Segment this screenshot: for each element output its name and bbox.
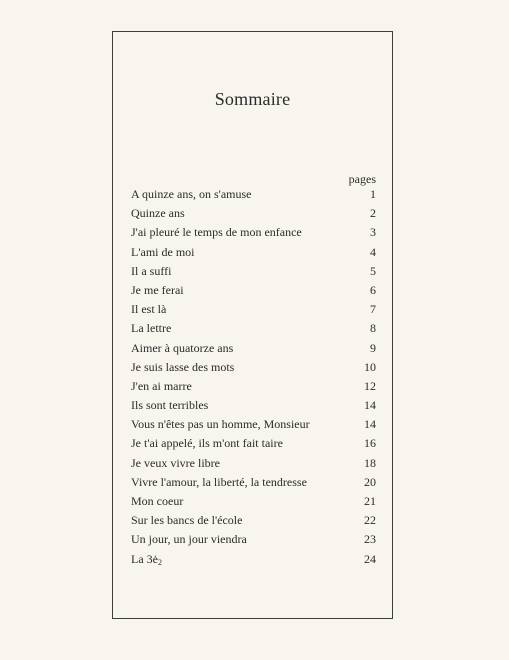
toc-entry-page-number: 4 [370, 244, 376, 259]
toc-entry-title: La lettre [131, 321, 172, 336]
toc-entry-page-number: 10 [364, 359, 376, 374]
toc-entry [131, 454, 376, 473]
toc-entry-title: Je t'ai appelé, ils m'ont fait taire [131, 436, 283, 451]
toc-entry-title: Il est là [131, 302, 167, 317]
toc-entry-page-number: 8 [370, 321, 376, 336]
toc-entry [131, 281, 376, 300]
table-of-contents [131, 185, 376, 569]
toc-entry-title: Je suis lasse des mots [131, 359, 235, 374]
toc-entry-page-number: 3 [370, 225, 376, 240]
toc-entry [131, 300, 376, 319]
toc-entry [131, 550, 376, 569]
toc-entry [131, 204, 376, 223]
page-frame [112, 31, 393, 619]
toc-entry-title-subscript: 2 [157, 557, 162, 567]
toc-entry [131, 223, 376, 242]
page-title: Sommaire [214, 89, 291, 109]
toc-entry [131, 434, 376, 453]
toc-entry-page-number: 18 [364, 455, 376, 470]
toc-entry-page-number: 21 [364, 494, 376, 508]
toc-entry [131, 243, 376, 262]
toc-entry-title: Sur les bancs de l'école [131, 513, 243, 528]
toc-entry-page-number: 24 [364, 551, 376, 566]
toc-entry [131, 396, 376, 415]
toc-entry-page-number: 16 [364, 436, 376, 451]
toc-entry-title-group [131, 550, 162, 572]
toc-entry-title: Mon coeur [131, 494, 184, 508]
toc-entry [131, 185, 376, 204]
toc-entry-page-number: 2 [370, 206, 376, 221]
toc-entry-title: La 3ė [131, 551, 158, 566]
toc-entry-title: Je veux vivre libre [131, 455, 220, 470]
toc-entry-page-number: 7 [370, 302, 376, 317]
toc-entry [131, 492, 376, 511]
toc-entry [131, 377, 376, 396]
toc-entry-page-number: 9 [370, 340, 376, 355]
toc-entry-title: Je me ferai [131, 282, 184, 297]
toc-entry-title: Quinze ans [131, 206, 185, 221]
toc-entry-title: Ils sont terribles [131, 398, 209, 413]
toc-entry-title: Un jour, un jour viendra [131, 532, 247, 547]
toc-entry [131, 415, 376, 434]
toc-entry-title: Vous n'êtes pas un homme, Monsieur [131, 417, 310, 432]
toc-entry [131, 262, 376, 281]
toc-entry-title: J'en ai marre [131, 378, 192, 393]
toc-entry-page-number: 23 [364, 532, 376, 547]
toc-entry-title: J'ai pleuré le temps de mon enfance [131, 225, 302, 240]
toc-entry [131, 339, 376, 358]
toc-entry-title: Aimer à quatorze ans [131, 340, 234, 355]
toc-entry-title: Il a suffi [131, 263, 172, 278]
toc-entry-title: Vivre l'amour, la liberté, la tendresse [131, 474, 307, 489]
toc-entry [131, 511, 376, 530]
toc-entry-title: L'ami de moi [131, 244, 195, 259]
toc-entry-page-number: 6 [370, 282, 376, 297]
toc-entry [131, 319, 376, 338]
toc-entry-page-number: 14 [364, 398, 376, 413]
toc-entry-page-number: 20 [364, 474, 376, 489]
toc-entry-page-number: 1 [370, 187, 376, 201]
toc-entry [131, 358, 376, 377]
toc-entry-page-number: 12 [364, 378, 376, 393]
toc-entry-page-number: 14 [364, 417, 376, 432]
toc-entry [131, 473, 376, 492]
toc-entry-title: A quinze ans, on s'amuse [131, 187, 252, 201]
pages-column-header: pages [348, 172, 376, 186]
toc-entry-page-number: 22 [364, 513, 376, 528]
toc-entry [131, 530, 376, 549]
toc-entry-page-number: 5 [370, 263, 376, 278]
